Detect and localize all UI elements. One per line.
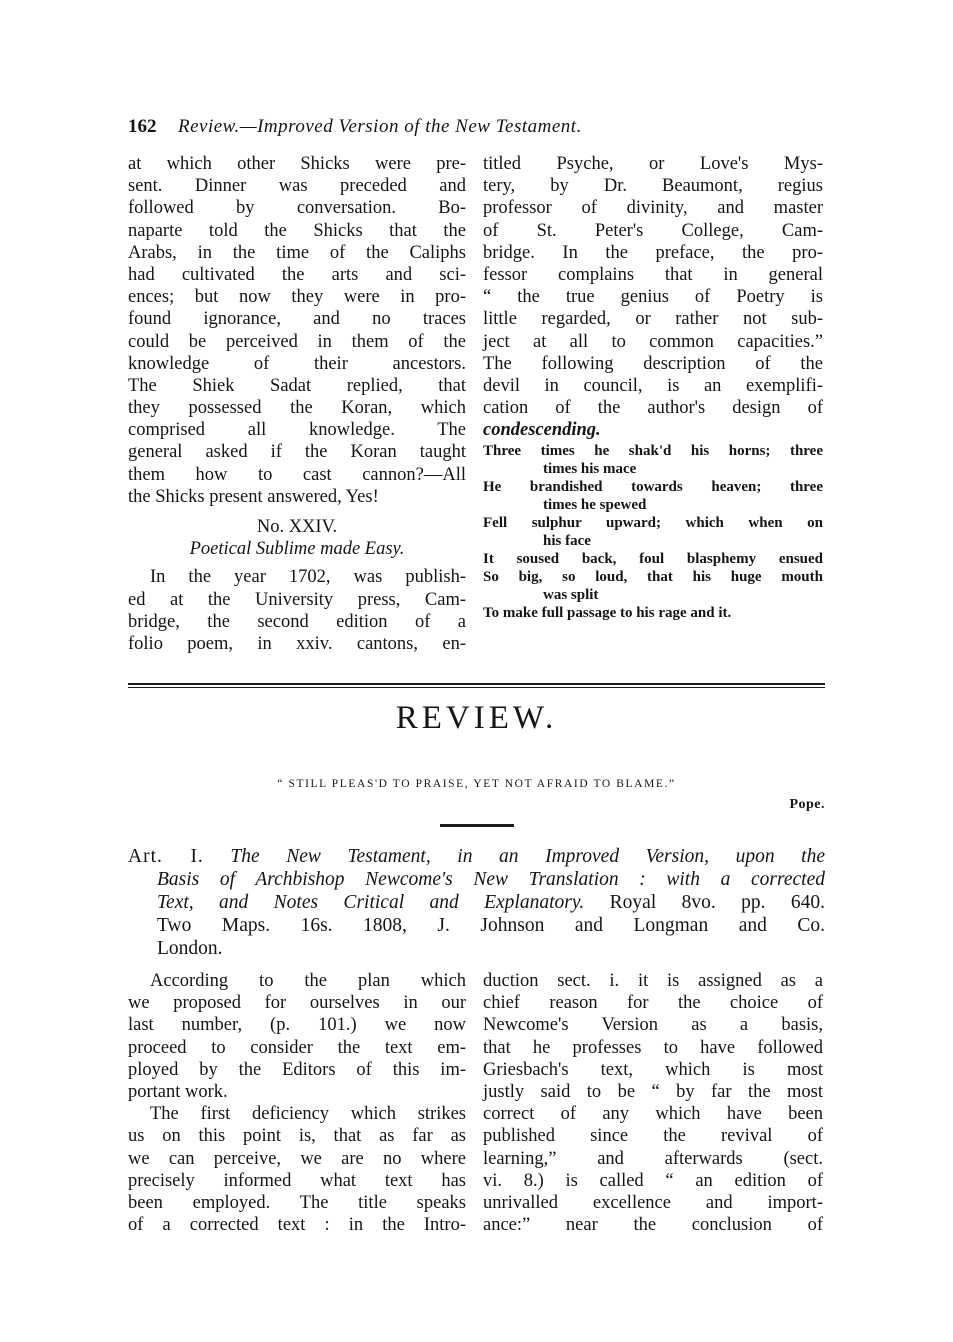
poem-quote [483,442,823,622]
text-line: The first deficiency which strikes [150,1104,466,1125]
article-title-end: Text, and Notes Critical and Explanatory. [157,892,585,913]
poem-line: times he spewed [543,497,647,513]
section-title: Poetical Sublime made Easy. [189,539,405,560]
text-line: professor of divinity, and master [483,198,823,219]
text-line: they possessed the Koran, which [128,398,466,419]
text-line: been employed. The title speaks [128,1192,466,1213]
text-line: the Shicks present answered, Yes! [128,486,379,507]
text-line: that he professes to have followed [483,1037,823,1058]
text-line: ject at all to common capacities.” [483,331,823,352]
article-title-cont: Basis of Archbishop Newcome's New Translation : with a corrected [157,869,825,890]
text-line: of a corrected text : in the Intro- [128,1215,466,1236]
text-line: unrivalled excellence and import- [483,1192,823,1213]
running-header [128,116,828,142]
page-number: 162 [128,116,157,137]
text-line: vi. 8.) is called “ an edition of [483,1170,823,1191]
text-line: ance:” near the conclusion of [483,1215,823,1236]
text-line: ences; but now they were in pro- [128,287,466,308]
text-line: portant work. [128,1081,228,1102]
text-line: proceed to consider the text em- [128,1037,466,1058]
text-line: of St. Peter's College, Cam- [483,220,823,241]
top-left-column [128,153,466,655]
review-heading: REVIEW. [395,700,558,736]
text-line: tery, by Dr. Beaumont, regius [483,176,823,197]
text-line: published since the revival of [483,1126,823,1147]
poem-line: Three times he shak'd his horns; three [483,443,823,459]
text-line: could be perceived in them of the [128,331,466,352]
poem-line: was split [543,587,599,603]
text-line: learning,” and afterwards (sect. [483,1148,823,1169]
text-line: we proposed for ourselves in our [128,993,466,1014]
text-line: duction sect. i. it is assigned as a [483,971,823,991]
text-line: had cultivated the arts and sci- [128,264,466,285]
text-line: general asked if the Koran taught [128,442,466,463]
text-line: fessor complains that in general [483,264,823,285]
text-line: precisely informed what text has [128,1170,466,1191]
article-place: London. [157,938,223,959]
text-line: devil in council, is an exemplifi- [483,375,823,396]
text-line: The Shiek Sadat replied, that [128,375,466,396]
text-line: Arabs, in the time of the Caliphs [128,242,466,263]
body-left-column [128,970,466,1236]
text-line: “ the true genius of Poetry is [483,287,823,308]
text-line: titled Psyche, or Love's Mys- [483,154,823,174]
text-line: found ignorance, and no traces [128,309,466,330]
article-format: Royal 8vo. pp. 640. [609,892,825,913]
text-line: bridge. In the preface, the pro- [483,242,823,263]
poem-line: times his mace [543,461,637,477]
text-line: According to the plan which [150,971,466,991]
poem-line: So big, so loud, that his huge mouth [483,569,823,585]
text-line: In the year 1702, was publish- [150,567,466,588]
text-line: chief reason for the choice of [483,993,823,1014]
text-line: ployed by the Editors of this im- [128,1059,466,1080]
text-line: at which other Shicks were pre- [128,154,466,174]
text-line: Griesbach's text, which is most [483,1059,823,1080]
text-line: last number, (p. 101.) we now [128,1015,466,1036]
article-publisher: Two Maps. 16s. 1808, J. Johnson and Longman and Co. [157,915,825,936]
article-label: Art. I. [128,846,204,867]
text-line: justly said to be “ by far the most [483,1081,823,1102]
text-line: naparte told the Shicks that the [128,220,466,241]
text-line: followed by conversation. Bo- [128,198,466,219]
text-line: folio poem, in xxiv. cantons, en- [128,633,466,654]
body-right-column [483,970,823,1236]
text-line: ed at the University press, Cam- [128,589,466,610]
text-line: The following description of the [483,353,823,374]
text-line: comprised all knowledge. The [128,420,466,441]
review-motto: “ STILL PLEAS'D TO PRAISE, YET NOT AFRAID TO BLAME.” [277,778,676,790]
motto-author: Pope. [789,797,825,812]
text-line: condescending. [483,420,601,441]
text-line: bridge, the second edition of a [128,611,466,632]
short-divider [440,824,514,827]
poem-line: He brandished towards heaven; three [483,479,823,495]
top-right-column [483,153,823,441]
text-line: us on this point is, that as far as [128,1126,466,1147]
section-divider [128,683,825,688]
section-number: No. XXIV. [256,517,338,537]
poem-line: It soused back, foul blasphemy ensued [483,551,823,567]
running-title: Review.—Improved Version of the New Testament. [178,116,582,137]
text-line: sent. Dinner was preceded and [128,176,466,197]
poem-line: To make full passage to his rage and it. [483,605,732,621]
poem-line: Fell sulphur upward; which when on [483,515,823,531]
poem-line: his face [543,533,591,549]
text-line: Newcome's Version as a basis, [483,1015,823,1036]
text-line: cation of the author's design of [483,398,823,419]
text-line: little regarded, or rather not sub- [483,309,823,330]
article-citation [128,845,825,960]
article-title: The New Testament, in an Improved Version, upon the [230,846,825,867]
text-line: correct of any which have been [483,1104,823,1125]
text-line: knowledge of their ancestors. [128,353,466,374]
text-line: them how to cast cannon?—All [128,464,466,485]
text-line: we can perceive, we are no where [128,1148,466,1169]
